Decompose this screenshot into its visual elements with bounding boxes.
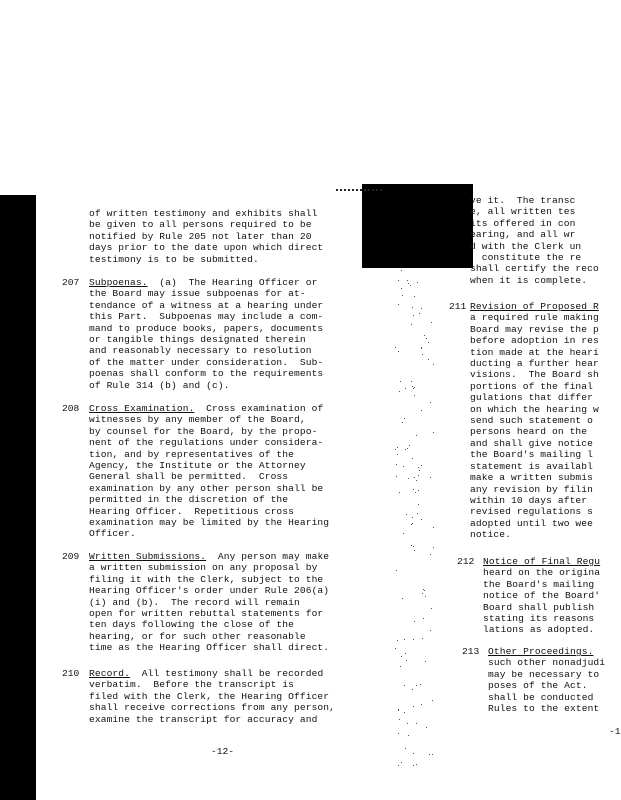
noise-dot — [399, 492, 400, 493]
noise-dot — [411, 524, 412, 525]
text-line: on which the hearing w — [470, 403, 599, 415]
text-line: notified by Rule 205 not later than 20 — [89, 230, 312, 242]
noise-dot — [412, 307, 413, 308]
text-line: constitute the re — [470, 252, 582, 264]
noise-dot — [410, 285, 411, 286]
noise-dot — [421, 465, 422, 466]
noise-dot — [399, 391, 400, 392]
section-first-line-text: Any person may make — [206, 551, 330, 562]
noise-dot — [417, 282, 418, 283]
text-line: testimony is to be submitted. — [89, 253, 259, 265]
noise-dot — [404, 639, 405, 640]
text-line: Hearing Officer's order under Rule 206(a) — [89, 585, 330, 597]
text-line: any revision by filin — [470, 483, 594, 495]
noise-dot — [398, 733, 399, 734]
noise-dot — [413, 753, 414, 754]
noise-dot — [411, 545, 412, 546]
text-line: persons heard on the — [470, 426, 588, 438]
section-208-number: 208 — [62, 403, 80, 414]
section-211-number: 211 — [449, 301, 467, 312]
noise-dot — [422, 593, 423, 594]
section-207-number: 207 — [62, 277, 80, 288]
section-first-line — [89, 277, 323, 288]
text-line: adopted until two wee — [470, 517, 594, 529]
noise-dot — [397, 454, 398, 455]
text-line: open for written rebuttal statements for — [89, 608, 324, 620]
text-line: poenas shall conform to the requirements — [89, 368, 324, 380]
noise-dot — [426, 727, 427, 728]
section-208-heading: Cross Examination. — [89, 403, 195, 414]
text-line: such other nonadjudi — [488, 657, 606, 669]
noise-dot — [405, 653, 406, 654]
noise-dot — [401, 656, 402, 657]
text-line: stating its reasons — [483, 613, 595, 625]
text-line: shall be conducted — [488, 691, 594, 703]
scan-noise-column — [395, 270, 435, 770]
text-line: of written testimony and exhibits shall — [89, 208, 318, 219]
noise-dot — [401, 270, 402, 271]
text-line: ten days following the close of the — [89, 619, 295, 631]
noise-dot — [413, 388, 414, 389]
noise-dot — [396, 570, 397, 571]
noise-dot — [414, 477, 415, 478]
section-first-line-text: Cross examination of — [194, 403, 324, 414]
noise-dot — [395, 449, 396, 450]
noise-dot — [419, 313, 420, 314]
noise-dot — [408, 478, 409, 479]
text-line: hearing, or for such other reasonable — [89, 630, 306, 642]
noise-dot — [398, 351, 399, 352]
text-line: poses of the Act. — [488, 680, 588, 692]
noise-dot — [421, 308, 422, 309]
noise-dot — [430, 477, 431, 478]
noise-dot — [405, 388, 406, 389]
noise-dot — [432, 754, 433, 755]
section-212-heading: Notice of Final Regu — [483, 556, 601, 567]
noise-dot — [407, 280, 408, 281]
section-first-line — [89, 403, 329, 414]
noise-dot — [398, 280, 399, 281]
noise-dot — [433, 547, 434, 548]
noise-dot — [433, 364, 434, 365]
text-line: notice. — [470, 529, 512, 541]
noise-dot — [417, 513, 418, 514]
text-line: and shall give notice — [470, 437, 594, 449]
noise-dot — [411, 381, 412, 382]
noise-dot — [423, 618, 424, 619]
right-top-paragraph — [470, 195, 621, 286]
text-line: of the matter under consideration. Sub- — [89, 356, 324, 368]
noise-dot — [404, 418, 405, 419]
noise-dot — [408, 283, 409, 284]
noise-dot — [405, 449, 406, 450]
noise-dot — [412, 689, 413, 690]
section-210-number: 210 — [62, 668, 80, 679]
text-line: a written submission on any proposal by — [89, 562, 318, 574]
noise-dot — [424, 335, 425, 336]
section-207-heading: Subpoenas. — [89, 277, 148, 288]
scan-edge-black-bar — [0, 195, 36, 800]
text-line: send such statement o — [470, 415, 594, 427]
text-line: Officer. — [89, 528, 136, 540]
text-line: may be necessary to — [488, 668, 600, 680]
text-line: Hearing Officer. Repetitious cross — [89, 505, 295, 517]
text-line: and reasonably necessary to resolution — [89, 345, 312, 357]
text-line: e, all written tes — [470, 206, 576, 218]
text-line: be given to all persons required to be — [89, 219, 312, 231]
section-207 — [89, 277, 323, 391]
noise-dot — [396, 464, 397, 465]
noise-dot — [397, 447, 398, 448]
text-line: Board shall publish — [483, 601, 595, 613]
text-line: lations as adopted. — [483, 624, 595, 636]
noise-dot — [413, 706, 414, 707]
text-line: visions. The Board sh — [470, 369, 599, 381]
text-line: the Board's mailing — [483, 578, 595, 590]
noise-dot — [421, 519, 422, 520]
section-first-line-text: All testimony shall be recorded — [130, 668, 324, 679]
left-intro-paragraph — [89, 208, 323, 265]
text-line: its offered in con — [470, 217, 576, 229]
text-line: when it is complete. — [470, 274, 588, 286]
section-210-heading: Record. — [89, 668, 131, 679]
noise-dot — [430, 554, 431, 555]
section-208 — [89, 403, 329, 540]
noise-dot — [425, 661, 426, 662]
noise-dot — [398, 765, 399, 766]
noise-dot — [414, 621, 415, 622]
noise-dot — [398, 710, 399, 711]
section-210 — [89, 668, 335, 725]
noise-dot — [433, 527, 434, 528]
text-line: heard on the origina — [483, 567, 601, 579]
text-line: permitted in the discretion of the — [89, 494, 289, 506]
noise-dot — [428, 342, 429, 343]
text-line: portions of the final — [470, 380, 594, 392]
text-line: a required rule making — [470, 312, 599, 324]
noise-dot — [401, 288, 402, 289]
text-line: General shall be permitted. Cross — [89, 471, 289, 483]
section-213-number: 213 — [462, 646, 480, 657]
text-line: d with the Clerk un — [470, 240, 582, 252]
noise-dot — [412, 517, 413, 518]
scan-noise-dots — [336, 189, 384, 191]
section-213-heading: Other Proceedings. — [488, 646, 594, 657]
noise-dot — [402, 598, 403, 599]
text-line: before adoption in res — [470, 335, 599, 347]
noise-dot — [413, 315, 414, 316]
section-209-number: 209 — [62, 551, 80, 562]
noise-dot — [433, 432, 434, 433]
text-line: verbatim. Before the transcript is — [89, 679, 295, 691]
section-213 — [488, 646, 621, 714]
text-line: Rules to the extent — [488, 703, 600, 715]
noise-dot — [416, 685, 417, 686]
noise-dot — [406, 660, 407, 661]
text-line: make a written submis — [470, 472, 594, 484]
text-line: tion, and by representatives of the — [89, 448, 295, 460]
text-line: ve it. The transc — [470, 195, 576, 206]
noise-dot — [414, 387, 415, 388]
noise-dot — [418, 475, 419, 476]
redaction-block — [362, 184, 473, 268]
noise-dot — [414, 296, 415, 297]
noise-dot — [416, 480, 417, 481]
noise-dot — [402, 422, 403, 423]
noise-dot — [422, 354, 423, 355]
noise-dot — [425, 596, 426, 597]
text-line: by counsel for the Board, by the propo- — [89, 425, 318, 437]
text-line: Agency, the Institute or the Attorney — [89, 460, 306, 472]
noise-dot — [395, 648, 396, 649]
noise-dot — [407, 723, 408, 724]
noise-dot — [414, 395, 415, 396]
text-line: examine the transcript for accuracy and — [89, 713, 318, 725]
text-line: time as the Hearing Officer shall direct. — [89, 642, 330, 654]
noise-dot — [404, 712, 405, 713]
text-line: the Board may issue subpoenas for at- — [89, 288, 306, 300]
text-line: within 10 days after — [470, 494, 588, 506]
noise-dot — [404, 685, 405, 686]
noise-dot — [418, 504, 419, 505]
noise-dot — [411, 324, 412, 325]
noise-dot — [420, 684, 421, 685]
noise-dot — [432, 700, 433, 701]
noise-dot — [401, 762, 402, 763]
noise-dot — [418, 490, 419, 491]
text-line: filed with the Clerk, the Hearing Officer — [89, 690, 330, 702]
noise-dot — [428, 359, 429, 360]
noise-dot — [419, 470, 420, 471]
text-line: Board may revise the p — [470, 323, 599, 335]
noise-dot — [402, 295, 403, 296]
text-line: of Rule 314 (b) and (c). — [89, 379, 230, 391]
text-line: mand to produce books, papers, documents — [89, 322, 324, 334]
text-line: days prior to the date upon which direct — [89, 242, 324, 254]
noise-dot — [430, 630, 431, 631]
noise-dot — [416, 435, 417, 436]
section-209 — [89, 551, 329, 654]
section-first-line-text: (a) The Hearing Officer or — [147, 277, 318, 288]
noise-dot — [421, 704, 422, 705]
noise-dot — [418, 467, 419, 468]
noise-dot — [429, 754, 430, 755]
noise-dot — [409, 445, 410, 446]
text-line: or tangible things designated therein — [89, 334, 306, 346]
section-212-number: 212 — [457, 556, 475, 567]
noise-dot — [416, 723, 417, 724]
section-212 — [483, 556, 621, 636]
noise-dot — [421, 348, 422, 349]
noise-dot — [397, 640, 398, 641]
noise-dot — [399, 719, 400, 720]
noise-dot — [415, 492, 416, 493]
text-line: the Board's mailing l — [470, 449, 594, 461]
noise-dot — [403, 466, 404, 467]
section-first-line — [89, 668, 335, 679]
noise-dot — [421, 347, 422, 348]
text-line: statement is availabl — [470, 460, 594, 472]
page-number: -12- — [211, 746, 235, 757]
noise-dot — [423, 589, 424, 590]
noise-dot — [403, 533, 404, 534]
noise-dot — [396, 476, 397, 477]
section-211 — [470, 301, 621, 541]
section-209-heading: Written Submissions. — [89, 551, 207, 562]
noise-dot — [408, 735, 409, 736]
text-line: witnesses by any member of the Board, — [89, 414, 306, 426]
noise-dot — [426, 338, 427, 339]
noise-dot — [406, 514, 407, 515]
noise-dot — [422, 638, 423, 639]
noise-dot — [424, 590, 425, 591]
section-211-heading: Revision of Proposed R — [470, 301, 599, 312]
noise-dot — [421, 410, 422, 411]
text-line: notice of the Board' — [483, 590, 601, 602]
noise-dot — [431, 322, 432, 323]
noise-dot — [413, 765, 414, 766]
noise-dot — [405, 748, 406, 749]
text-line: shall certify the reco — [470, 263, 599, 275]
noise-dot — [431, 608, 432, 609]
page-number-fragment: -1 — [609, 726, 621, 737]
text-line: examination by any other person shall be — [89, 482, 324, 494]
noise-dot — [407, 448, 408, 449]
text-line: ducting a further hear — [470, 358, 599, 370]
noise-dot — [416, 764, 417, 765]
section-first-line — [89, 551, 329, 562]
noise-dot — [400, 666, 401, 667]
noise-dot — [412, 458, 413, 459]
text-line: tendance of a witness at a hearing under — [89, 299, 324, 311]
text-line: examination may be limited by the Hearing — [89, 517, 330, 529]
text-line: this Part. Subpoenas may include a com- — [89, 311, 324, 323]
noise-dot — [430, 402, 431, 403]
noise-dot — [400, 381, 401, 382]
noise-dot — [412, 386, 413, 387]
text-line: nent of the regulations under considera- — [89, 437, 324, 449]
noise-dot — [395, 347, 396, 348]
noise-dot — [412, 523, 413, 524]
text-line: revised regulations s — [470, 506, 594, 518]
noise-dot — [398, 304, 399, 305]
noise-dot — [413, 639, 414, 640]
text-line: (i) and (b). The record will remain — [89, 596, 300, 608]
noise-dot — [413, 489, 414, 490]
text-line: tion made at the heari — [470, 346, 599, 358]
noise-dot — [414, 550, 415, 551]
noise-dot — [413, 546, 414, 547]
text-line: shall receive corrections from any person, — [89, 702, 336, 714]
text-line: filing it with the Clerk, subject to the — [89, 573, 324, 585]
text-line: earing, and all wr — [470, 229, 576, 241]
text-line: gulations that differ — [470, 392, 594, 404]
